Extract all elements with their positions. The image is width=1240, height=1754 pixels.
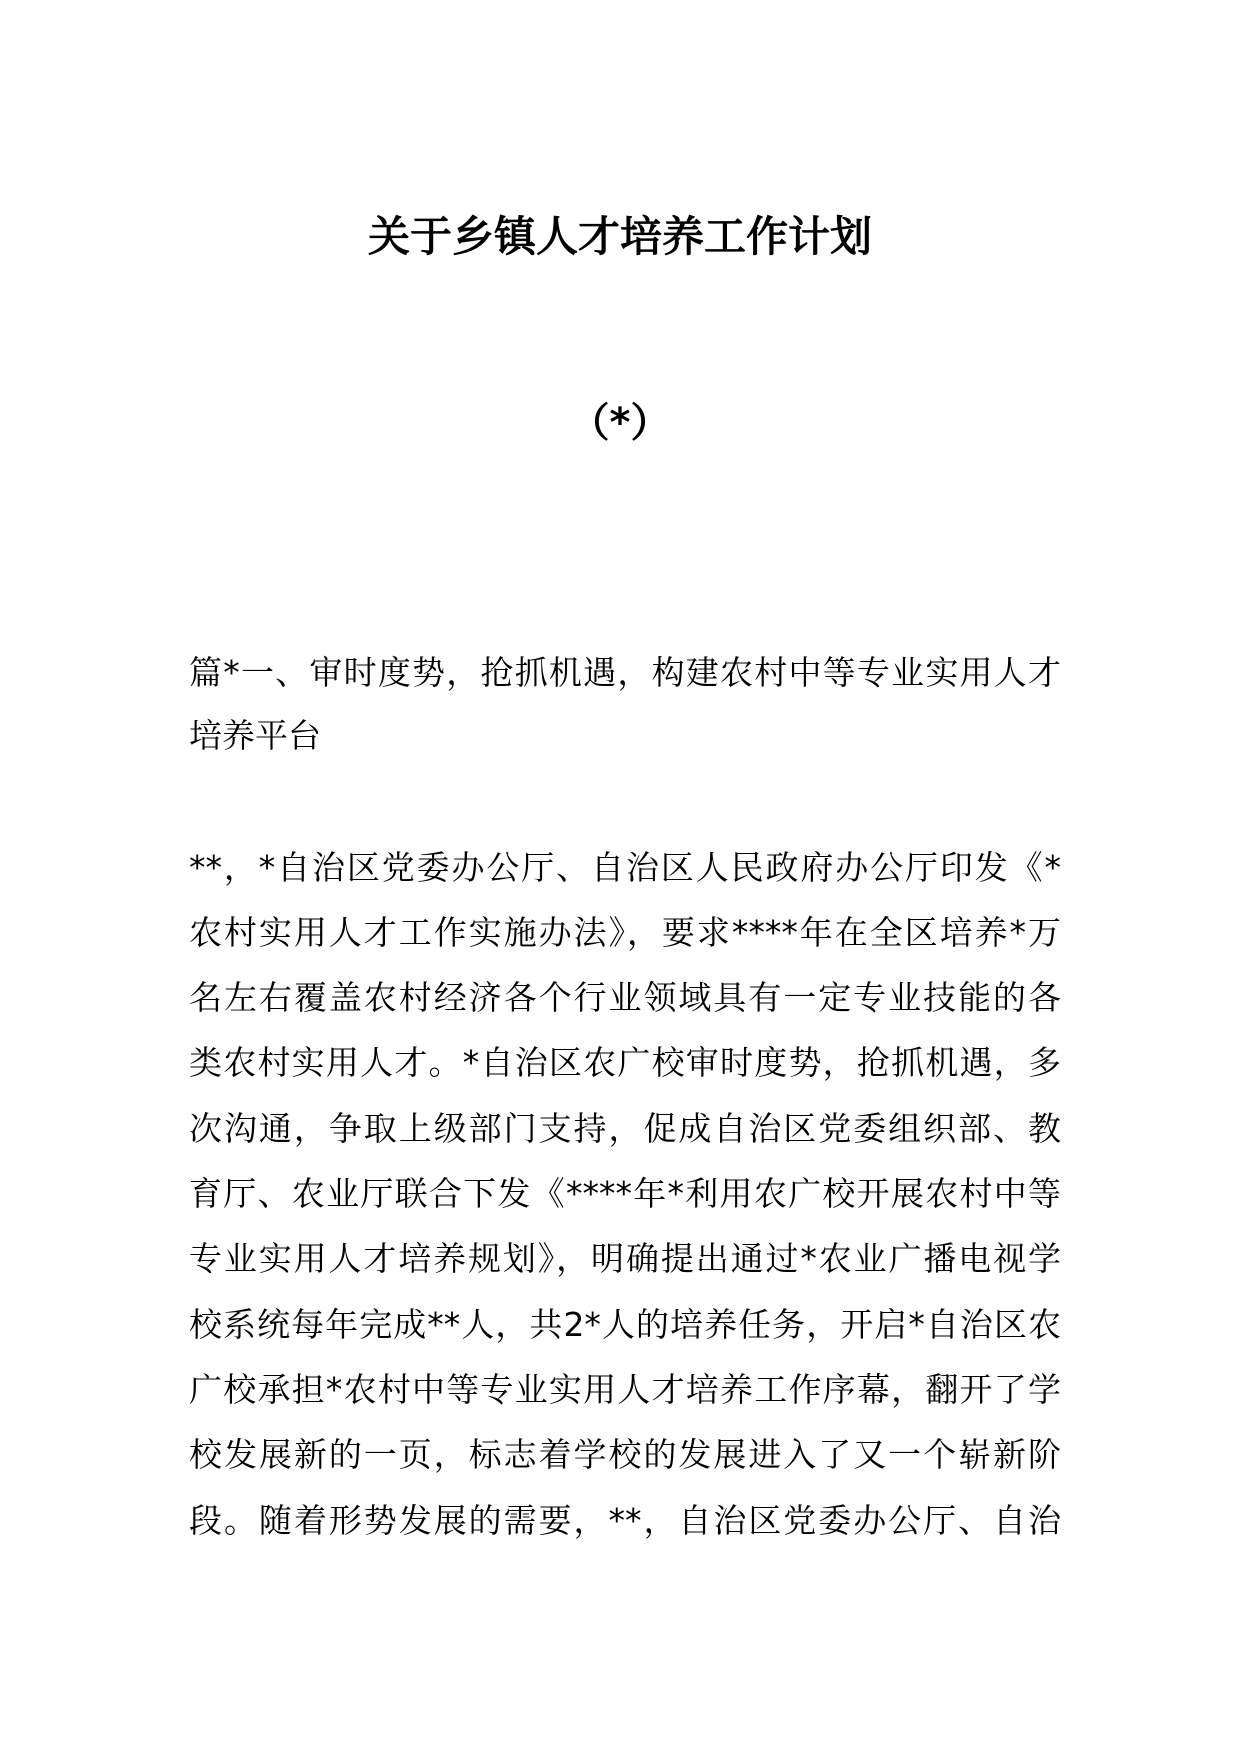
paragraph-line: 校系统每年完成**人，共2*人的培养任务，开启*自治区农: [189, 1305, 1061, 1344]
paragraph-line: **，*自治区党委办公厅、自治区人民政府办公厅印发《*: [189, 848, 1061, 887]
heading-line: 篇*一、审时度势，抢抓机遇，构建农村中等专业实用人才: [189, 653, 1061, 692]
heading-line: 培养平台: [189, 716, 321, 755]
paragraph-line: 专业实用人才培养规划》，明确提出通过*农业广播电视学: [189, 1239, 1061, 1278]
document-subtitle: （*）: [569, 400, 671, 446]
paragraph-line: 广校承担*农村中等专业实用人才培养工作序幕，翻开了学: [189, 1370, 1061, 1409]
paragraph-line: 类农村实用人才。*自治区农广校审时度势，抢抓机遇，多: [189, 1043, 1061, 1082]
paragraph-line: 名左右覆盖农村经济各个行业领域具有一定专业技能的各: [189, 978, 1061, 1017]
paragraph-line: 次沟通，争取上级部门支持，促成自治区党委组织部、教: [189, 1109, 1061, 1148]
paragraph-line: 农村实用人才工作实施办法》，要求****年在全区培养*万: [189, 913, 1061, 952]
paragraph-line: 校发展新的一页，标志着学校的发展进入了又一个崭新阶: [189, 1435, 1061, 1474]
document-title: 关于乡镇人才培养工作计划: [367, 212, 872, 261]
paragraph-line: 育厅、农业厅联合下发《****年*利用农广校开展农村中等: [189, 1174, 1061, 1213]
paragraph-line: 段。随着形势发展的需要，**，自治区党委办公厅、自治: [189, 1501, 1061, 1540]
